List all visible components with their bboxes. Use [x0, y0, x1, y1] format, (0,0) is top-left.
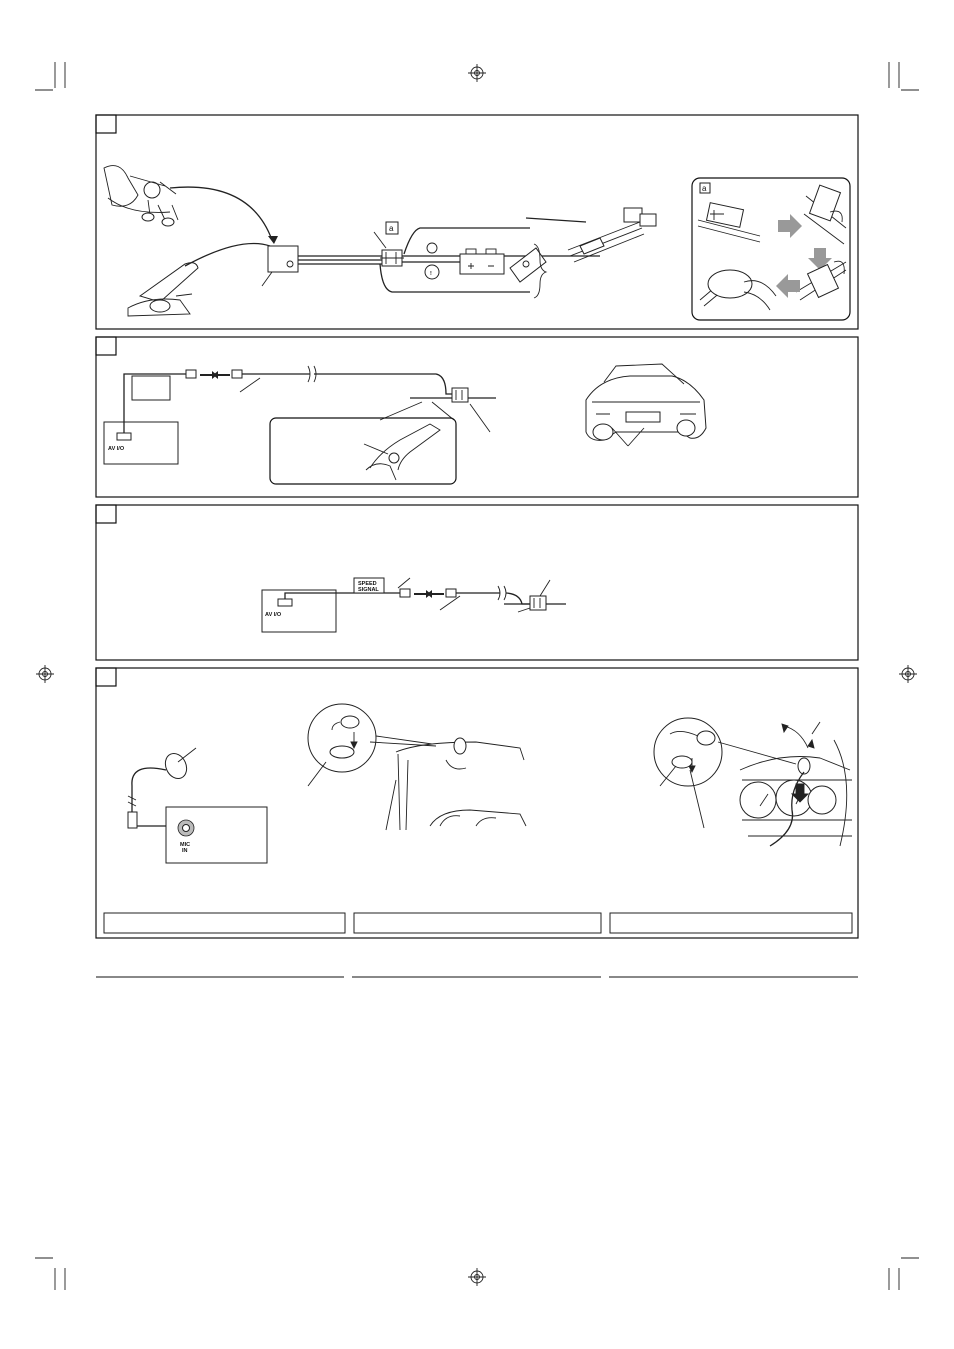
hand-brake-illustration	[128, 263, 198, 316]
inset-reverse-lamp	[270, 402, 456, 484]
caption-box-2	[354, 913, 601, 933]
battery-illustration	[460, 249, 504, 274]
foot-brake-pedal-illustration	[104, 166, 178, 226]
inset-callout-a-label: a	[702, 184, 707, 193]
inset-connector-crimp-steps	[692, 178, 850, 320]
main-wiring-harness	[526, 208, 656, 262]
av-unit-box-2	[262, 590, 336, 632]
warning-symbol: !	[430, 271, 432, 277]
speed-tap-splice	[504, 580, 566, 612]
caption-box-3	[610, 913, 852, 933]
arrow-right-icon	[778, 214, 802, 238]
av-io-label-2: AV I/O	[265, 612, 282, 618]
svg-text:SPEED: SPEED	[358, 581, 377, 587]
visor-windshield-illustration	[370, 736, 526, 830]
av-io-label: AV I/O	[108, 446, 125, 452]
dashboard-illustration	[718, 722, 852, 846]
parking-brake-connector	[262, 246, 298, 286]
panel-microphone-installation	[96, 668, 858, 938]
speed-signal-tag	[354, 578, 384, 593]
mic-in-label-1: MIC	[180, 842, 191, 848]
panel-parking-brake-connection	[96, 115, 858, 329]
reverse-tap-splice	[410, 388, 496, 432]
crimp-step-1	[698, 203, 760, 242]
svg-text:SIGNAL: SIGNAL	[358, 587, 379, 593]
junction-clip	[374, 232, 404, 266]
av-unit-box	[104, 422, 178, 464]
dash-mount-inset	[654, 718, 722, 828]
mic-in-label-2: IN	[182, 848, 188, 854]
panel-reverse-signal	[96, 337, 858, 497]
callout-a-box	[386, 222, 398, 234]
callout-a-label: a	[389, 224, 394, 233]
visor-mount-inset	[308, 704, 376, 786]
panel-speed-signal	[96, 505, 858, 660]
registration-mark-top	[468, 64, 486, 82]
registration-mark-right	[899, 665, 917, 683]
arrow-left-icon	[776, 274, 800, 298]
crimp-step-2	[804, 185, 846, 244]
crimp-step-4	[700, 270, 776, 310]
mic-in-unit-box	[166, 807, 267, 863]
crop-marks	[35, 62, 919, 1290]
car-rear-illustration	[586, 364, 706, 446]
registration-mark-left	[36, 665, 54, 683]
registration-mark-bottom	[468, 1268, 486, 1286]
caption-box-1	[104, 913, 345, 933]
